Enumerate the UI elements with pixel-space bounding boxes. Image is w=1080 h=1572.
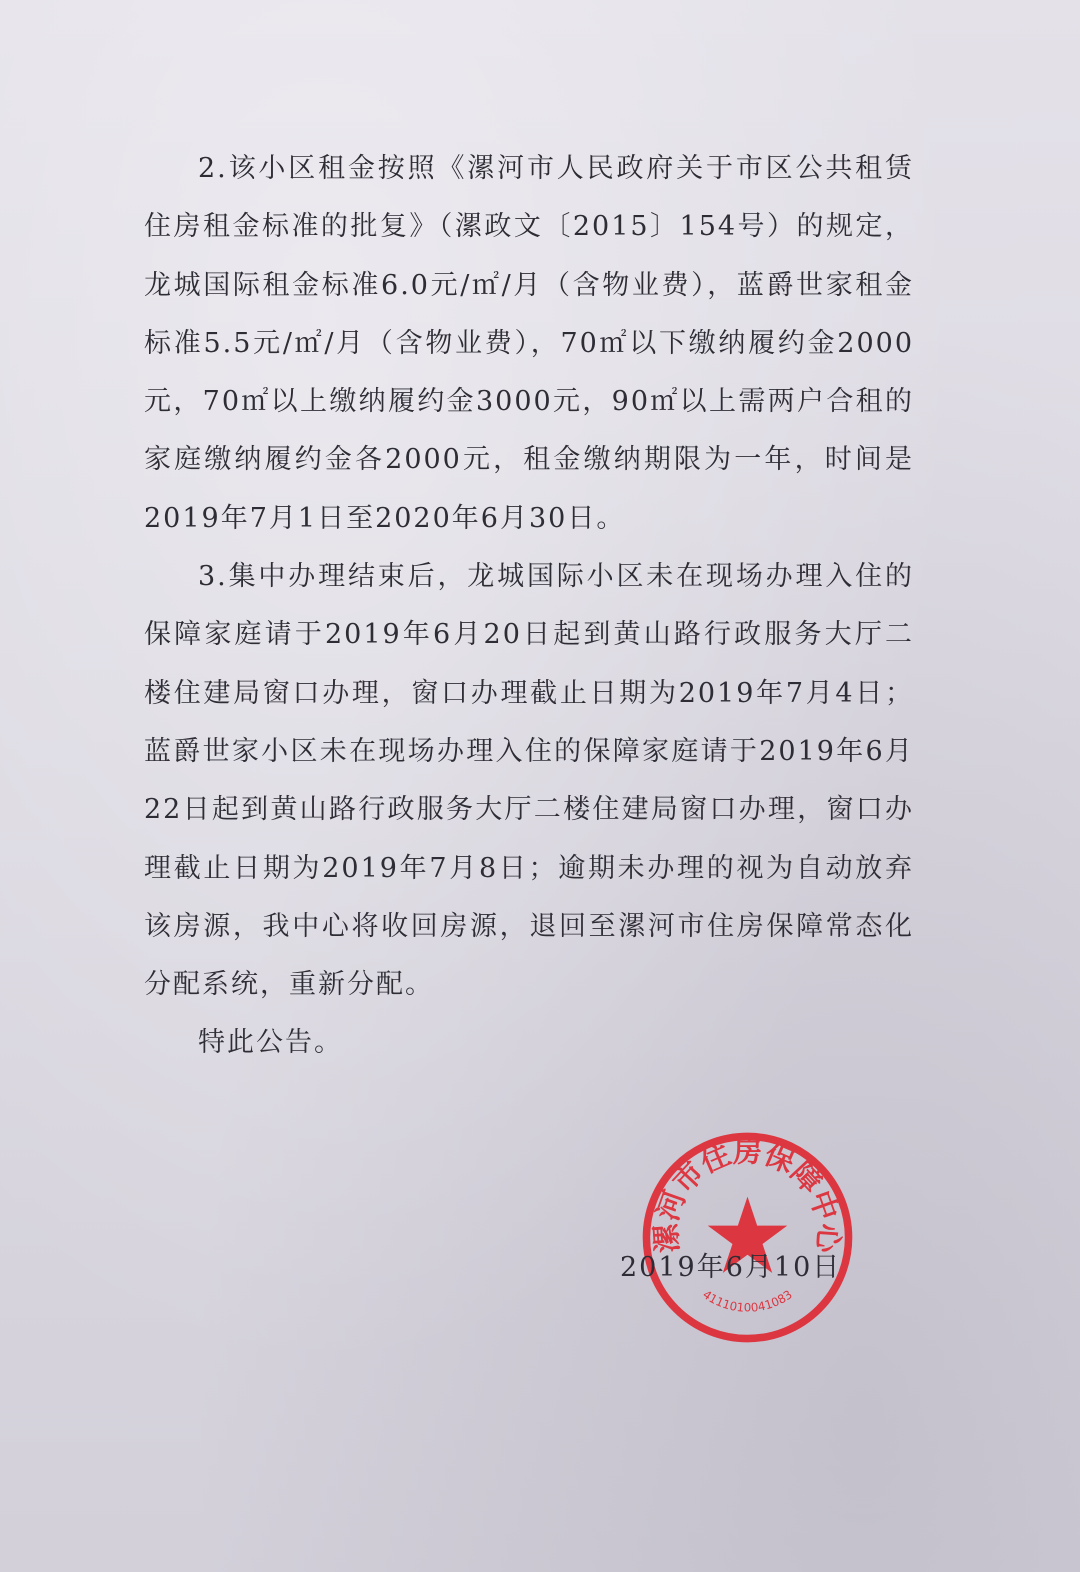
- seal-code-text: 4111010041083: [700, 1287, 795, 1315]
- paragraph-rent-standard: 2.该小区租金按照《漯河市人民政府关于市区公共租赁住房租金标准的批复》（漯政文〔2015〕154号）的规定，龙城国际租金标准6.0元/㎡/月（含物业费），蓝爵世家租金标准5.5元/㎡/月（含物业费），70㎡以下缴纳履约金2000元，70㎡以上缴纳履约金3000元，90㎡以上需两户合租的家庭缴纳履约金各2000元，租金缴纳期限为一年，时间是2019年7月1日至2020年6月30日。: [144, 153, 914, 534]
- official-seal: [640, 1130, 855, 1345]
- closing-statement: 特此公告。: [198, 1027, 343, 1059]
- seal-name-text: 漯河市住房保障中心: [648, 1134, 847, 1254]
- document-body: [144, 140, 914, 1073]
- paragraph-processing-deadline: 3.集中办理结束后，龙城国际小区未在现场办理入住的保障家庭请于2019年6月20日起到黄山路行政服务大厅二楼住建局窗口办理，窗口办理截止日期为2019年7月4日；蓝爵世家小区未在现场办理入住的保障家庭请于2019年6月22日起到黄山路行政服务大厅二楼住建局窗口办理，窗口办理截止日期为2019年7月8日；逾期未办理的视为自动放弃该房源，我中心将收回房源，退回至漯河市住房保障常态化分配系统，重新分配。: [144, 561, 914, 1001]
- document-date: 2019年6月10日: [620, 1252, 842, 1283]
